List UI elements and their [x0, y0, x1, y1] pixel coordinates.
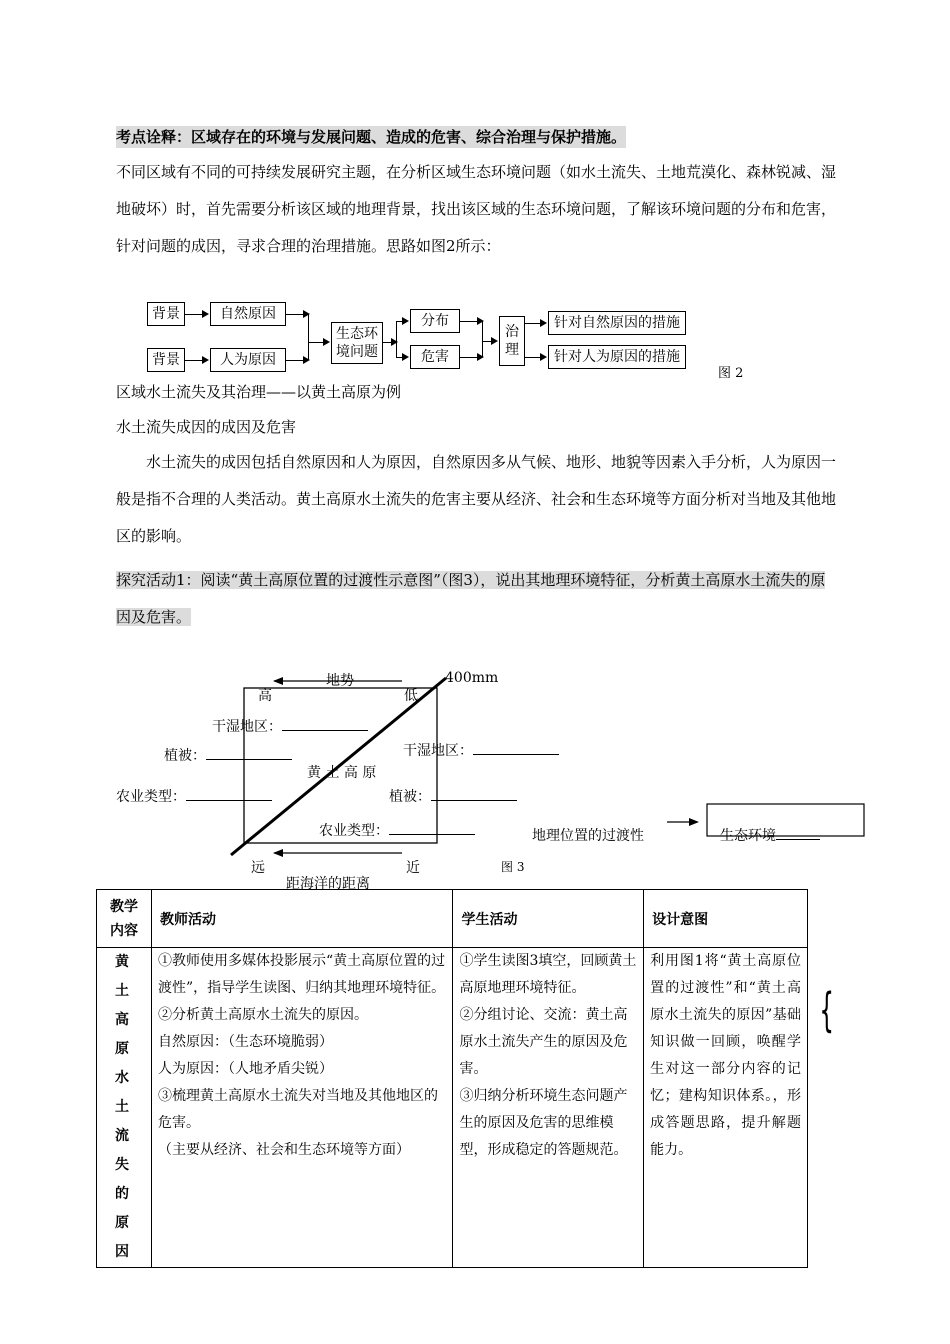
student-step: ①学生读图3填空，回顾黄土高原地理环境特征。	[459, 953, 637, 996]
plateau-label: 黄 土 高 原	[307, 765, 377, 781]
subsection-title: 水土流失成因的成因及危害	[116, 418, 297, 436]
isohyet-label: 400mm	[445, 670, 499, 686]
vegetation-label-2: 植被：	[389, 786, 517, 806]
teacher-activity-cell	[151, 948, 453, 1268]
student-step: ②分组讨论、交流：黄土高原水土流失产生的原因及危害。	[459, 1007, 628, 1077]
figure-3-caption: 图 3	[501, 860, 525, 874]
teacher-step: ①教师使用多媒体投影展示“黄土高原位置的过渡性”，指导学生读图、归纳其地理环境特征。	[157, 953, 446, 996]
table-row	[97, 948, 808, 1268]
far-label: 远	[251, 860, 265, 876]
flow-box-measure-human: 针对人为原因的措施	[548, 345, 686, 369]
section-title: 区域水土流失及其治理——以黄土高原为例	[116, 383, 402, 401]
teacher-step: （主要从经济、社会和生态环境等方面）	[157, 1142, 410, 1158]
dry-wet-label-2: 干湿地区：	[403, 740, 559, 760]
flow-box-distribution: 分布	[410, 309, 460, 333]
lesson-table	[96, 889, 808, 1268]
agri-label-1: 农业类型：	[116, 786, 272, 806]
dry-wet-label-1: 干湿地区：	[212, 716, 368, 736]
student-step: ③归纳分析环境生态问题产生的原因及危害的思维模型，形成稳定的答题规范。	[459, 1088, 628, 1158]
near-label: 近	[406, 860, 420, 876]
teacher-step: 自然原因：（生态环境脆弱）	[157, 1034, 333, 1050]
brace-mark: {	[819, 983, 834, 1037]
terrain-label: 地势	[326, 673, 354, 689]
header-cell: 教学内容	[97, 890, 152, 948]
body-paragraph: 水土流失的成因包括自然原因和人为原因，自然原因多从气候、地形、地貌等因素入手分析，人为原因一般是指不合理的人类活动。黄土高原水土流失的危害主要从经济、社会和生态环境等方面分析对当地及其他地区的影响。	[116, 453, 837, 545]
figure-2-caption: 图 2	[718, 366, 744, 381]
eco-env-label: 生态环境	[720, 825, 820, 845]
transition-label: 地理位置的过渡性	[532, 828, 644, 844]
heading: 考点诠释：区域存在的环境与发展问题、造成的危害、综合治理与保护措施。	[116, 128, 627, 146]
high-label: 高	[258, 688, 272, 704]
design-intent-cell: 利用图1将“黄土高原位置的过渡性”和“黄土高原水土流失的原因”基础知识做一回顾，唤醒学生对这一部分内容的记忆；建构知识体系。，形成答题思路，提升解题能力。	[644, 948, 808, 1268]
flow-box-background-2: 背景	[147, 348, 185, 372]
flow-box-govern: 治理	[499, 316, 525, 366]
teacher-step: ②分析黄土高原水土流失的原因。	[157, 1007, 368, 1023]
intro-paragraph: 不同区域有不同的可持续发展研究主题，在分析区域生态环境问题（如水土流失、土地荒漠化、森林锐减、湿地破坏）时，首先需要分析该区域的地理背景，找出该区域的生态环境问题，了解该环境问题的分布和危害，针对问题的成因，寻求合理的治理措施。思路如图2所示：	[116, 163, 837, 255]
teacher-step: ③梳理黄土高原水土流失对当地及其他地区的危害。	[157, 1088, 438, 1131]
flow-box-measure-natural: 针对自然原因的措施	[548, 311, 686, 335]
header-cell: 学生活动	[453, 890, 644, 948]
low-label: 低	[404, 688, 418, 704]
distance-label: 距海洋的距离	[286, 876, 370, 892]
content-cell: 黄土高原水土流失的原因	[97, 948, 152, 1268]
table-header-row	[97, 890, 808, 948]
agri-label-2: 农业类型：	[319, 820, 475, 840]
flow-box-harm: 危害	[410, 345, 460, 369]
flow-box-eco-issue: 生态环境问题	[331, 322, 383, 364]
activity-text: 探究活动1：阅读“黄土高原位置的过渡性示意图”（图3），说出其地理环境特征，分析黄土高原水土流失的原因及危害。	[116, 571, 826, 626]
flow-box-human-cause: 人为原因	[210, 348, 286, 372]
flow-box-natural-cause: 自然原因	[210, 302, 286, 326]
flow-box-background-1: 背景	[147, 302, 185, 326]
header-cell: 设计意图	[644, 890, 808, 948]
header-cell: 教师活动	[151, 890, 453, 948]
vegetation-label-1: 植被：	[164, 745, 292, 765]
student-activity-cell	[453, 948, 644, 1268]
teacher-step: 人为原因：（人地矛盾尖锐）	[157, 1061, 333, 1077]
